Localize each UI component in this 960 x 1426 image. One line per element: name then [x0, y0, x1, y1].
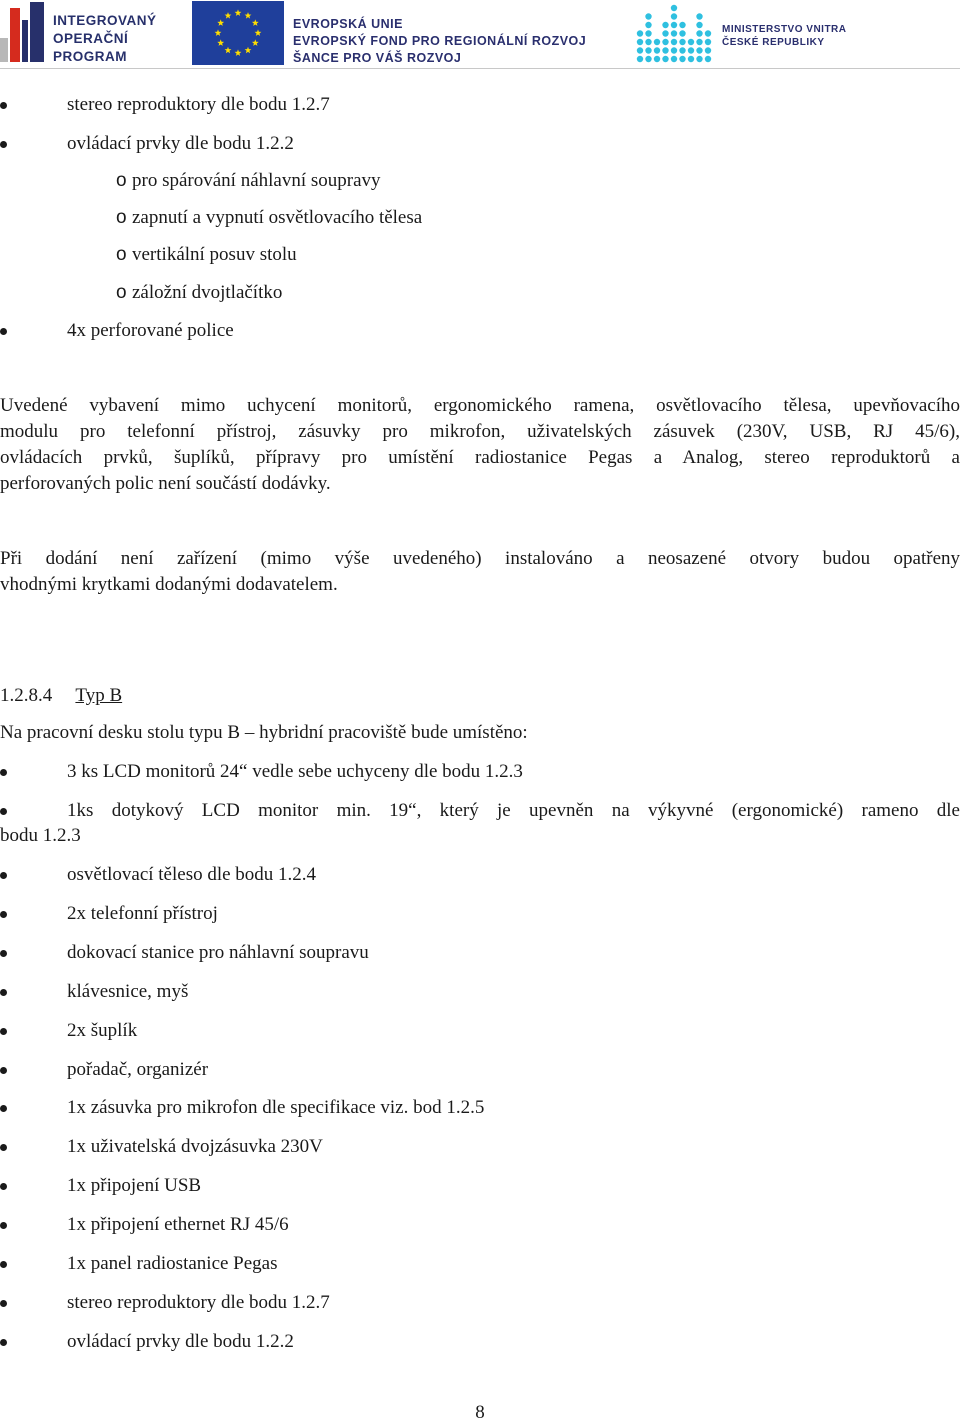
mv-logo-dot — [696, 30, 702, 36]
mv-logo-dot — [696, 47, 702, 53]
iop-logo-line-2: OPERAČNÍ — [53, 31, 129, 46]
list-item: klávesnice, myš — [67, 981, 189, 1002]
paragraph-line: perforovaných polic není součástí dodávky. — [0, 473, 331, 494]
mv-logo-dot — [705, 30, 711, 36]
mv-logo-dot — [688, 39, 694, 45]
mv-logo-dot — [645, 56, 651, 62]
mv-logo-dot — [671, 30, 677, 36]
sub-list-item: vertikální posuv stolu — [132, 244, 297, 265]
mv-logo-dot — [688, 47, 694, 53]
section-heading — [0, 683, 122, 709]
bullet-icon — [0, 769, 7, 776]
list-item: 1x připojení USB — [67, 1175, 202, 1196]
list-item: pořadač, organizér — [67, 1059, 209, 1080]
page-number: 8 — [475, 1402, 485, 1423]
bullet-icon — [0, 141, 7, 148]
mv-logo-dot — [637, 30, 643, 36]
list-item: 1x uživatelská dvojzásuvka 230V — [67, 1136, 323, 1157]
mv-logo-dot — [662, 30, 668, 36]
mv-logo-dot — [654, 56, 660, 62]
mv-logo-dot — [645, 22, 651, 28]
bullet-icon — [0, 1183, 7, 1190]
mv-logo-line-1: MINISTERSTVO VNITRA — [722, 24, 847, 35]
iop-logo-line-1: INTEGROVANÝ — [53, 13, 157, 28]
sub-bullet-icon: o — [116, 170, 127, 191]
bullet-icon — [0, 1105, 7, 1112]
mv-logo-line-2: ČESKÉ REPUBLIKY — [722, 37, 825, 48]
mv-logo-dot — [679, 22, 685, 28]
bullet-icon — [0, 1144, 7, 1151]
mv-logo-dot — [662, 39, 668, 45]
sub-list-item: záložní dvojtlačítko — [132, 282, 283, 303]
bullet-icon — [0, 1300, 7, 1307]
list-item: 1x panel radiostanice Pegas — [67, 1253, 278, 1274]
list-item: 2x šuplík — [67, 1020, 138, 1041]
eu-logo — [192, 0, 587, 66]
paragraph-line: Při dodání není zařízení (mimo výše uvedeného) instalováno a neosazené otvory budou opatřeny — [0, 548, 960, 569]
list-item-continuation: bodu 1.2.3 — [0, 825, 81, 846]
bullet-icon — [0, 911, 7, 918]
sub-bullet-icon: o — [116, 207, 127, 228]
mv-logo-dot — [671, 13, 677, 19]
section-number: 1.2.8.4 — [0, 685, 53, 706]
mv-logo-dot — [705, 56, 711, 62]
list-item: dokovací stanice pro náhlavní soupravu — [67, 942, 369, 963]
list-item: 3 ks LCD monitorů 24“ vedle sebe uchyceny dle bodu 1.2.3 — [67, 761, 523, 782]
mv-logo-dot — [696, 22, 702, 28]
section-intro: Na pracovní desku stolu typu B – hybridní pracoviště bude umístěno: — [0, 722, 528, 743]
list-item: ovládací prvky dle bodu 1.2.2 — [67, 1331, 294, 1352]
paragraph-line: vhodnými krytkami dodanými dodavatelem. — [0, 574, 338, 595]
eu-logo-line-1: EVROPSKÁ UNIE — [293, 17, 403, 31]
mv-logo-dot — [696, 39, 702, 45]
sub-bullet-icon: o — [116, 282, 127, 303]
mv-logo-icon — [636, 4, 716, 66]
bullet-icon — [0, 1067, 7, 1074]
mv-logo-dot — [662, 56, 668, 62]
mv-logo-dot — [662, 47, 668, 53]
sub-list-item: zapnutí a vypnutí osvětlovacího tělesa — [132, 207, 423, 228]
bullet-icon — [0, 989, 7, 996]
mv-logo-dot — [696, 13, 702, 19]
list-item: 1ks dotykový LCD monitor min. 19“, který je upevněn na výkyvné (ergonomické) rameno dle — [67, 800, 960, 821]
list-item: ovládací prvky dle bodu 1.2.2 — [67, 133, 294, 154]
bullet-icon — [0, 1028, 7, 1035]
mv-logo-dot — [671, 47, 677, 53]
sub-bullet-icon: o — [116, 244, 127, 265]
list-item: osvětlovací těleso dle bodu 1.2.4 — [67, 864, 317, 885]
list-item: stereo reproduktory dle bodu 1.2.7 — [67, 1292, 330, 1313]
mv-logo-dot — [637, 47, 643, 53]
mv-logo-dot — [688, 56, 694, 62]
mv-logo-dot — [671, 39, 677, 45]
list-item: 1x zásuvka pro mikrofon dle specifikace viz. bod 1.2.5 — [67, 1097, 485, 1118]
bullet-icon — [0, 102, 7, 109]
eu-flag-icon — [192, 1, 284, 65]
list-item: stereo reproduktory dle bodu 1.2.7 — [67, 94, 330, 115]
header-divider — [0, 68, 960, 69]
mv-logo-dot — [662, 22, 668, 28]
bullet-icon — [0, 950, 7, 957]
iop-logo-icon — [0, 0, 52, 66]
mv-logo-dot — [645, 39, 651, 45]
bullet-icon — [0, 808, 7, 815]
iop-logo-line-3: PROGRAM — [53, 49, 127, 64]
mv-logo-dot — [671, 56, 677, 62]
mv-logo-dot — [645, 13, 651, 19]
mv-logo-dot — [637, 56, 643, 62]
bullet-icon — [0, 1261, 7, 1268]
mv-logo — [636, 0, 856, 66]
page-header — [0, 0, 960, 70]
mv-logo-dot — [671, 22, 677, 28]
eu-logo-line-2: EVROPSKÝ FOND PRO REGIONÁLNÍ ROZVOJ — [293, 34, 587, 48]
paragraph-line: modulu pro telefonní přístroj, zásuvky pro mikrofon, uživatelských zásuvek (230V, USB, RJ 45/6), — [0, 421, 960, 442]
eu-logo-line-3: ŠANCE PRO VÁŠ ROZVOJ — [293, 51, 462, 65]
paragraph-line: Uvedené vybavení mimo uchycení monitorů, ergonomického ramena, osvětlovacího tělesa, upevňovacího — [0, 395, 960, 416]
mv-logo-dot — [654, 39, 660, 45]
mv-logo-dot — [679, 39, 685, 45]
section-title: Typ B — [75, 685, 123, 706]
list-item: 2x telefonní přístroj — [67, 903, 218, 924]
sub-list-item: pro spárování náhlavní soupravy — [132, 170, 381, 191]
mv-logo-dot — [645, 30, 651, 36]
list-item: 1x připojení ethernet RJ 45/6 — [67, 1214, 289, 1235]
list-item: 4x perforované police — [67, 320, 234, 341]
bullet-icon — [0, 328, 7, 335]
bullet-icon — [0, 1222, 7, 1229]
bullet-icon — [0, 1339, 7, 1346]
mv-logo-dot — [637, 39, 643, 45]
mv-logo-dot — [654, 47, 660, 53]
mv-logo-dot — [679, 56, 685, 62]
mv-logo-dot — [696, 56, 702, 62]
paragraph-line: ovládacích prvků, šuplíků, přípravy pro umístění radiostanice Pegas a Analog, stereo reproduktorů a — [0, 447, 960, 468]
mv-logo-dot — [671, 5, 677, 11]
bullet-icon — [0, 872, 7, 879]
mv-logo-dot — [705, 47, 711, 53]
mv-logo-dot — [705, 39, 711, 45]
mv-logo-dot — [679, 30, 685, 36]
mv-logo-dot — [679, 47, 685, 53]
mv-logo-dot — [645, 47, 651, 53]
iop-logo — [0, 0, 180, 66]
